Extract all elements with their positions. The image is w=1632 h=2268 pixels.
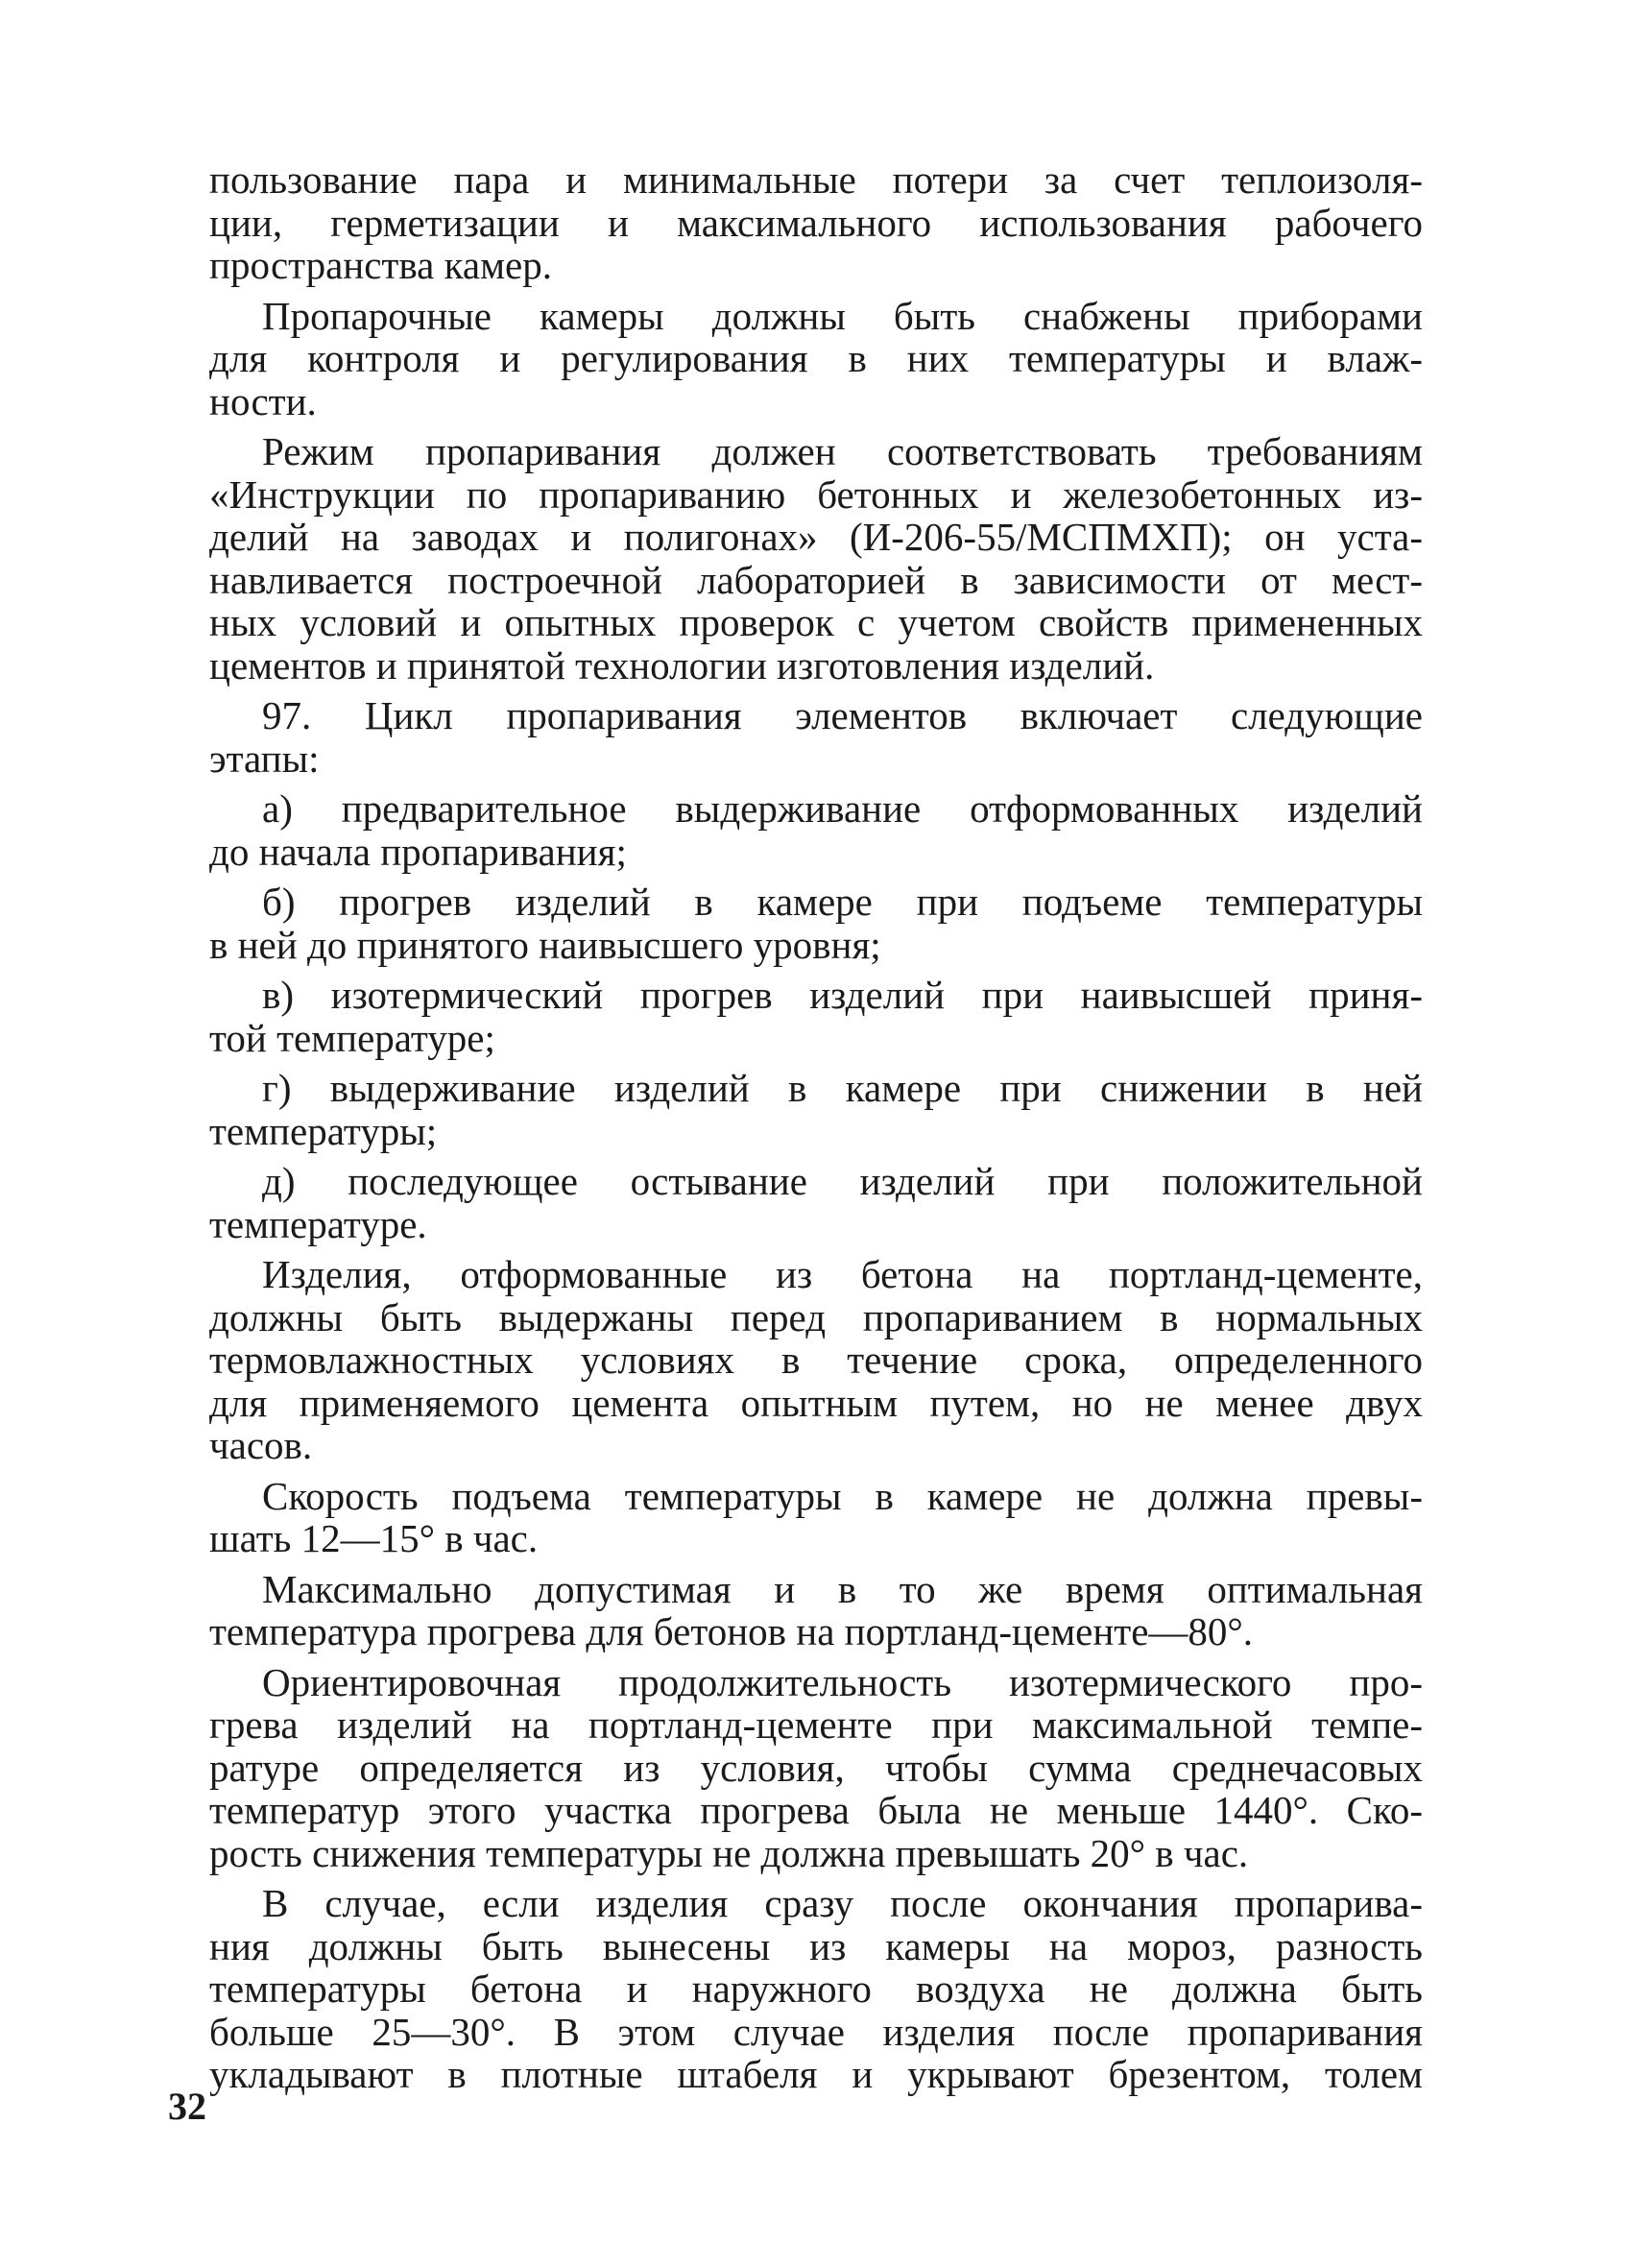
- text-line: для контроля и регулирования в них температуры и влаж-: [209, 336, 1423, 380]
- text-line: температур этого участка прогрева была не меньше 1440°. Ско-: [209, 1788, 1423, 1832]
- text-line: ности.: [209, 378, 317, 423]
- text-line: В случае, если изделия сразу после окончания пропарива-: [262, 1881, 1423, 1925]
- text-line: Скорость подъема температуры в камере не должна превы-: [262, 1473, 1423, 1518]
- document-page: [209, 158, 1423, 2184]
- paragraph-rise-rate: [209, 1475, 1423, 1560]
- text-line: температуры бетона и наружного воздуха не должна быть: [209, 1966, 1423, 2011]
- paragraph-max-temperature: [209, 1568, 1423, 1653]
- text-line: этапы:: [209, 736, 320, 781]
- text-line: делий на заводах и полигонах» (И-206-55/МСПМХП); он уста-: [209, 515, 1423, 559]
- text-line: г) выдерживание изделий в камере при снижении в ней: [262, 1066, 1423, 1110]
- text-line: 97. Цикл пропаривания элементов включает следующие: [262, 693, 1423, 737]
- text-line: Режим пропаривания должен соответствовать требованиям: [262, 429, 1423, 473]
- text-line: больше 25—30°. В этом случае изделия после пропаривания: [209, 2009, 1423, 2054]
- text-line: термовлажностных условиях в течение срока, определенного: [209, 1338, 1423, 1382]
- text-line: Пропарочные камеры должны быть снабжены приборами: [262, 293, 1423, 338]
- paragraph-steam-use: [209, 158, 1423, 287]
- paragraph-isothermal-duration: [209, 1661, 1423, 1875]
- text-line: ции, герметизации и максимального использования рабочего: [209, 200, 1423, 245]
- text-line: «Инструкции по пропариванию бетонных и железобетонных из-: [209, 471, 1423, 517]
- paragraph-holding-time: [209, 1253, 1423, 1467]
- text-line: для применяемого цемента опытным путем, но не менее двух: [209, 1380, 1423, 1425]
- text-line: навливается построечной лабораторией в зависимости от мест-: [209, 557, 1423, 602]
- list-item-b: [209, 881, 1423, 966]
- text-line: Изделия, отформованные из бетона на портланд-цементе,: [262, 1252, 1423, 1296]
- text-line: шать 12—15° в час.: [209, 1516, 539, 1560]
- text-line: рость снижения температуры не должна превышать 20° в час.: [209, 1830, 1249, 1875]
- text-line: цементов и принятой технологии изготовления изделий.: [209, 642, 1155, 688]
- text-line: ных условий и опытных проверок с учетом свойств примененных: [209, 600, 1423, 644]
- text-line: Ориентировочная продолжительность изотермического про-: [262, 1659, 1423, 1704]
- text-line: а) предварительное выдерживание отформованных изделий: [262, 786, 1423, 831]
- paragraph-steaming-regime: [209, 430, 1423, 687]
- text-line: укладывают в плотные штабеля и укрывают брезентом, толем: [209, 2052, 1423, 2096]
- text-line: ния должны быть вынесены из камеры на мороз, разность: [209, 1923, 1423, 1968]
- text-line: грева изделий на портланд-цементе при максимальной темпе-: [209, 1702, 1423, 1747]
- list-item-g: [209, 1067, 1423, 1152]
- text-line: в ней до принятого наивысшего уровня;: [209, 922, 881, 967]
- text-line: температура прогрева для бетонов на портланд-цементе—80°.: [209, 1609, 1254, 1653]
- list-item-a: [209, 787, 1423, 873]
- text-line: температуре.: [209, 1201, 427, 1246]
- text-line: пространства камер.: [209, 243, 552, 287]
- list-item-v: [209, 974, 1423, 1059]
- paragraph-frost-removal: [209, 1882, 1423, 2096]
- text-line: часов.: [209, 1423, 313, 1467]
- text-line: той температуре;: [209, 1015, 495, 1060]
- text-line: ратуре определяется из условия, чтобы сумма среднечасовых: [209, 1745, 1423, 1790]
- text-line: Максимально допустимая и в то же время оптимальная: [262, 1566, 1423, 1611]
- text-line: пользование пара и минимальные потери за счет теплоизоля-: [209, 157, 1423, 202]
- text-line: в) изотермический прогрев изделий при наивысшей приня-: [262, 973, 1423, 1017]
- text-line: до начала пропаривания;: [209, 829, 627, 874]
- text-line: б) прогрев изделий в камере при подъеме температуры: [262, 880, 1423, 924]
- text-line: температуры;: [209, 1108, 438, 1153]
- list-item-d: [209, 1160, 1423, 1245]
- paragraph-item-97: [209, 694, 1423, 780]
- page-number: 32: [168, 2085, 206, 2128]
- paragraph-instruments: [209, 295, 1423, 423]
- text-line: д) последующее остывание изделий при положительной: [262, 1159, 1423, 1203]
- text-line: должны быть выдержаны перед пропариванием в нормальных: [209, 1294, 1423, 1339]
